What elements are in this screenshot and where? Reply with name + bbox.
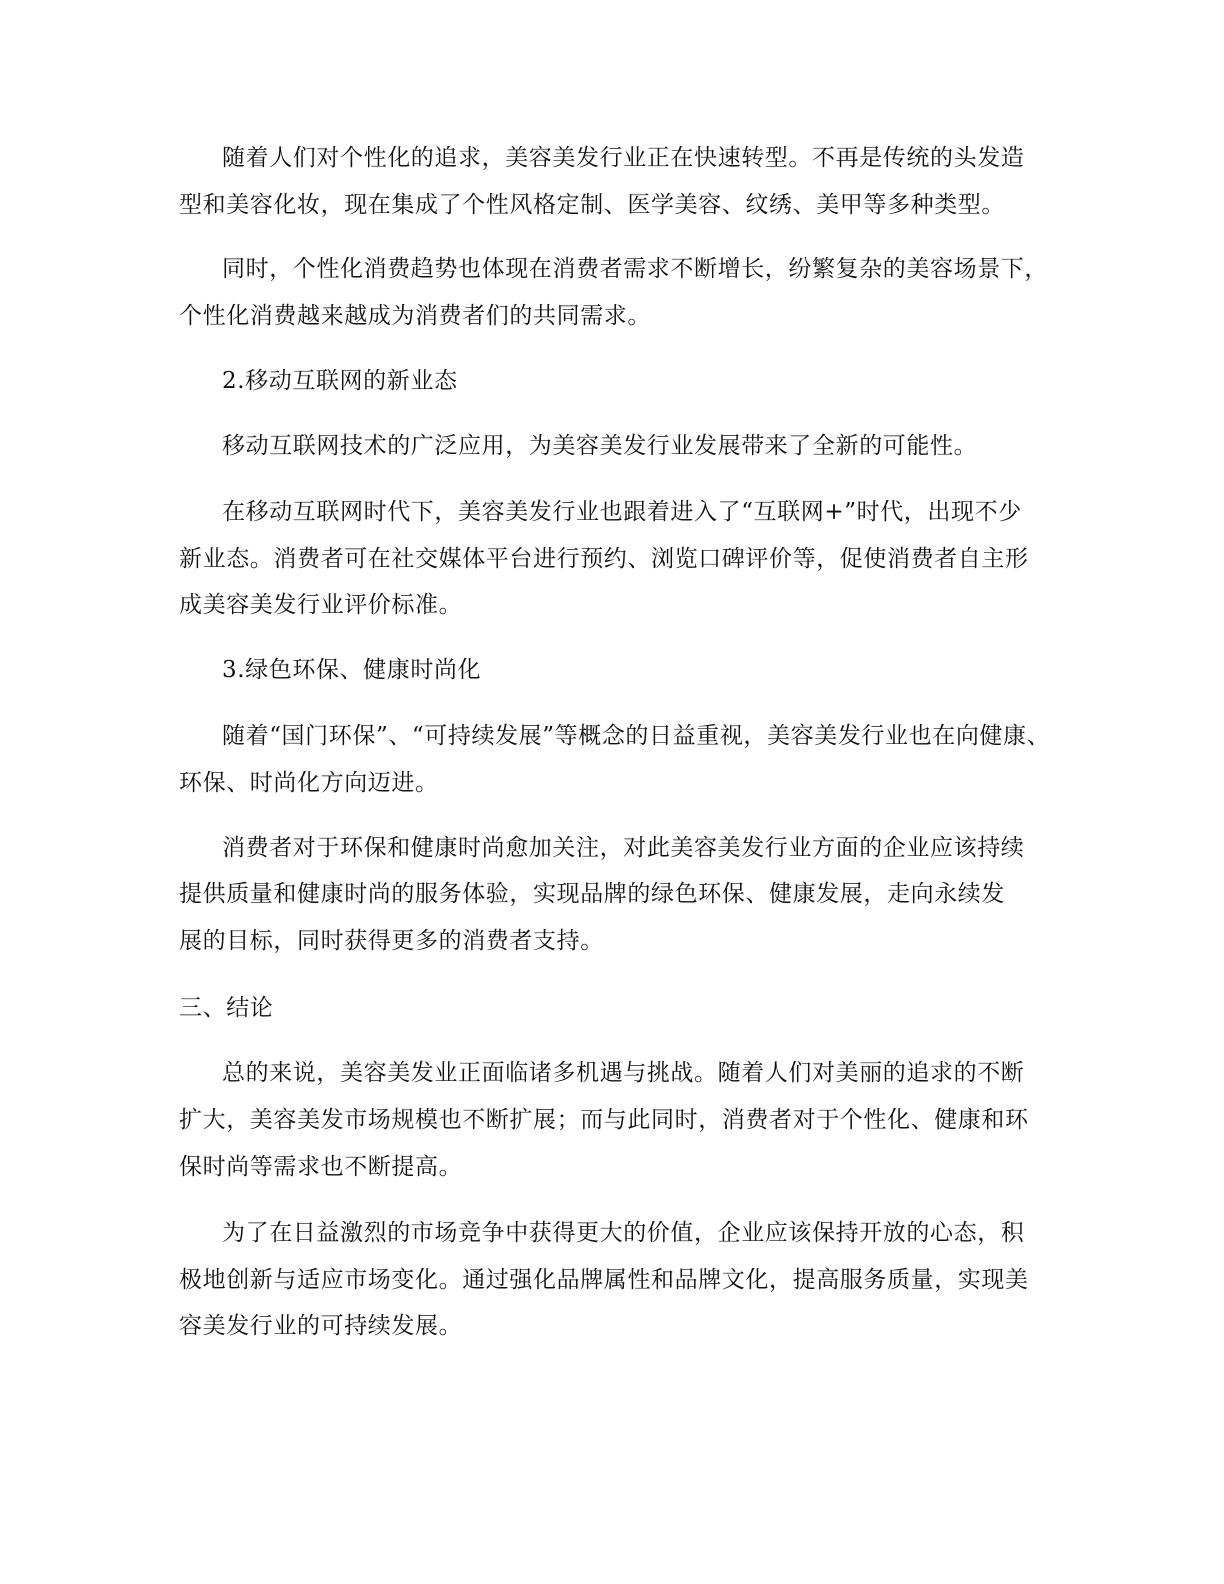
heading-mobile-internet: 2.移动互联网的新业态 — [222, 368, 458, 394]
para-competition-line-1: 为了在日益激烈的市场竞争中获得更大的价值，企业应该保持开放的心态，积 — [222, 1220, 1025, 1246]
para-green-line-1: 随着“国门环保”、“可持续发展”等概念的日益重视，美容美发行业也在向健康、 — [222, 723, 1051, 749]
para-enterprise-line-2: 提供质量和健康时尚的服务体验，实现品牌的绿色环保、健康发展，走向永续发 — [179, 881, 1005, 907]
para-green-line-2: 环保、时尚化方向迈进。 — [179, 770, 439, 796]
para-personalization-line-1: 随着人们对个性化的追求，美容美发行业正在快速转型。不再是传统的头发造 — [222, 145, 1025, 171]
heading-conclusion: 三、结论 — [179, 995, 274, 1021]
para-summary-line-1: 总的来说，美容美发业正面临诸多机遇与挑战。随着人们对美丽的追求的不断 — [222, 1060, 1025, 1086]
para-enterprise-line-3: 展的目标，同时获得更多的消费者支持。 — [179, 928, 604, 954]
para-mobile-tech: 移动互联网技术的广泛应用，为美容美发行业发展带来了全新的可能性。 — [222, 433, 978, 459]
para-new-business-line-2: 新业态。消费者可在社交媒体平台进行预约、浏览口碑评价等，促使消费者自主形 — [179, 546, 1029, 572]
para-summary-line-2: 扩大，美容美发市场规模也不断扩展；而与此同时，消费者对于个性化、健康和环 — [179, 1107, 1029, 1133]
para-competition-line-3: 容美发行业的可持续发展。 — [179, 1313, 463, 1339]
para-consumption-line-2: 个性化消费越来越成为消费者们的共同需求。 — [179, 303, 651, 329]
para-competition-line-2: 极地创新与适应市场变化。通过强化品牌属性和品牌文化，提高服务质量，实现美 — [179, 1267, 1029, 1293]
para-new-business-line-3: 成美容美发行业评价标准。 — [179, 592, 463, 618]
heading-green-health: 3.绿色环保、健康时尚化 — [222, 657, 482, 683]
para-summary-line-3: 保时尚等需求也不断提高。 — [179, 1154, 463, 1180]
para-enterprise-line-1: 消费者对于环保和健康时尚愈加关注，对此美容美发行业方面的企业应该持续 — [222, 835, 1025, 861]
para-new-business-line-1: 在移动互联网时代下，美容美发行业也跟着进入了“互联网+”时代，出现不少 — [222, 499, 1022, 525]
para-consumption-line-1: 同时，个性化消费趋势也体现在消费者需求不断增长，纷繁复杂的美容场景下， — [222, 256, 1048, 282]
para-personalization-line-2: 型和美容化妆，现在集成了个性风格定制、医学美容、纹绣、美甲等多种类型。 — [179, 192, 1005, 218]
